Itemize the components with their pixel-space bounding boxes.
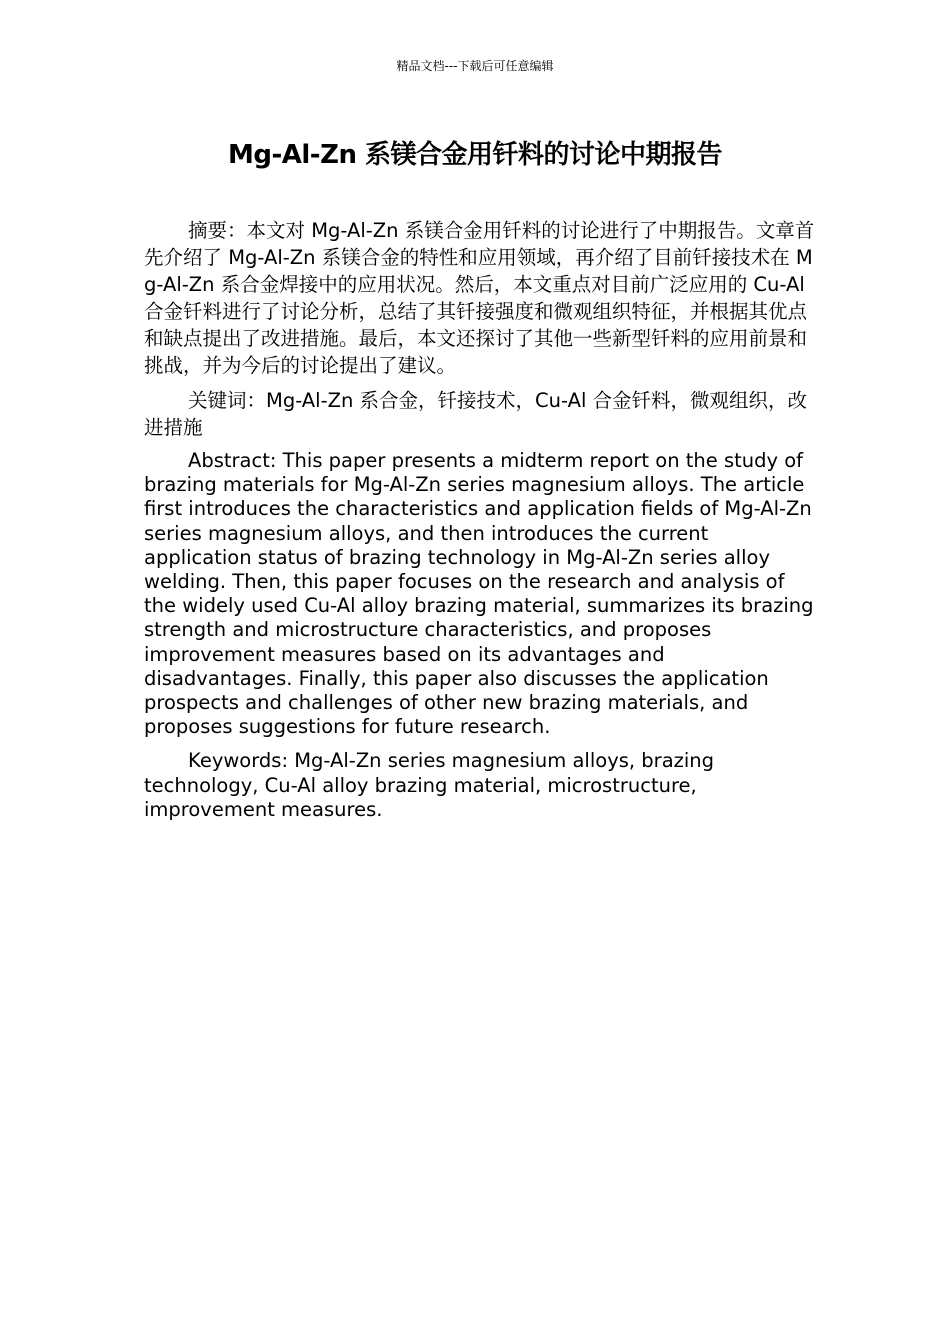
document-title: Mg-Al-Zn 系镁合金用钎料的讨论中期报告 bbox=[227, 140, 722, 170]
keywords-chinese: 关键词：Mg-Al-Zn 系合金，钎接技术，Cu-Al 合金钎料，微观组织，改进措施 bbox=[144, 389, 808, 439]
abstract-chinese: 摘要：本文对 Mg-Al-Zn 系镁合金用钎料的讨论进行了中期报告。文章首先介绍了 Mg-Al-Zn 系镁合金的特性和应用领域，再介绍了目前钎接技术在 Mg-Al-Zn 系合金焊接中的应用状况。然后，本文重点对目前广泛应用的 Cu-Al 合金钎料进行了讨论分析，总结了其钎接强度和微观组织特征，并根据其优点和缺点提出了改进措施。最后，本文还探讨了其他一些新型钎料的应用前景和挑战，并为今后的讨论提出了建议。 bbox=[144, 219, 815, 377]
abstract-english: Abstract: This paper presents a midterm report on the study of brazing materials for Mg-Al-Zn series magnesium alloys. The article first introduces the characteristics and application fields of Mg-Al-Zn series magnesium alloys, and then introduces the current application status of brazing technology in Mg-Al-Zn series alloy welding. Then, this paper focuses on the research and analysis of the widely used Cu-Al alloy brazing material, summarizes its brazing strength and microstructure characteristics, and proposes improvement measures based on its advantages and disadvantages. Finally, this paper also discusses the application prospects and challenges of other new brazing materials, and proposes suggestions for future research. bbox=[144, 449, 814, 739]
keywords-english: Keywords: Mg-Al-Zn series magnesium alloys, brazing technology, Cu-Al alloy brazing material, microstructure, improvement measures. bbox=[144, 749, 715, 821]
document-body bbox=[144, 217, 816, 822]
page-header: 精品文档---下载后可任意编辑 bbox=[396, 59, 554, 73]
